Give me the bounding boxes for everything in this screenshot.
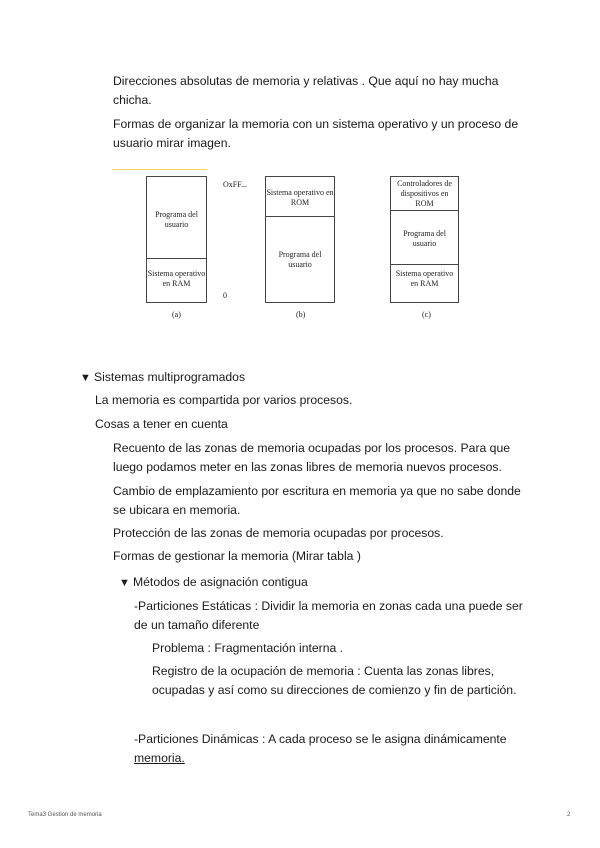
particiones-dinamicas-main: -Particiones Dinámicas : A cada proceso se le asigna dinámicamente — [134, 732, 507, 746]
layout-c-user-label: Programa del usuario — [403, 229, 446, 248]
layout-c-user-region — [391, 211, 458, 265]
particiones-estaticas-text: -Particiones Estáticas : Dividir la memoria en zonas cada una puede ser de un tamaño diferente — [134, 599, 523, 632]
subsection-toggle-asignacion[interactable] — [119, 573, 308, 593]
layout-c-drivers-region — [391, 177, 458, 211]
layout-b-box — [265, 176, 335, 303]
particiones-dinamicas-tail: memoria. — [134, 751, 185, 765]
layout-a-box — [146, 176, 207, 303]
particiones-dinamicas-text — [134, 730, 534, 768]
layout-a-user-label: Programa del usuario — [155, 210, 198, 229]
list-item: Formas de gestionar la memoria (Mirar tabla ) — [113, 549, 361, 563]
figure-highlight-line — [112, 169, 207, 170]
registro-text: Registro de la ocupación de memoria : Cuenta las zonas libres, ocupadas y así como su direcciones de comienzo y fin de partición. — [152, 664, 517, 697]
list-item: Cambio de emplazamiento por escritura en memoria ya que no sabe donde se ubicara en memoria. — [113, 484, 521, 517]
layout-a-top-address: OxFF... — [223, 180, 248, 189]
section-paragraph-2: Cosas a tener en cuenta — [95, 417, 228, 431]
section-title: Sistemas multiprogramados — [94, 370, 246, 384]
list-item: Recuento de las zonas de memoria ocupadas por los procesos. Para que luego podamos meter en las zonas libres de memoria nuevos procesos. — [113, 441, 511, 474]
layout-c-caption: (c) — [422, 310, 431, 319]
footer-title: Tema3 Gestion de memoria — [28, 812, 102, 818]
layout-b-caption: (b) — [296, 310, 306, 319]
layout-b-os-label: Sistema operativo en ROM — [266, 188, 334, 207]
footer-page-number: 2 — [567, 812, 571, 818]
layout-a-caption: (a) — [172, 310, 181, 319]
section-paragraph-1: La memoria es compartida por varios procesos. — [95, 393, 353, 407]
list-item: Protección de las zonas de memoria ocupadas por procesos. — [113, 526, 444, 540]
layout-c-drivers-label: Controladores de dispositivos en ROM — [397, 179, 452, 208]
layout-b-os-region — [266, 177, 334, 217]
layout-a-user-region — [147, 177, 206, 259]
problema-text: Problema : Fragmentación interna . — [152, 641, 344, 655]
toggle-triangle-icon[interactable]: ▼ — [119, 577, 130, 589]
layout-a-bottom-address: 0 — [223, 291, 227, 300]
layout-c-os-label: Sistema operativo en RAM — [395, 269, 454, 288]
toggle-triangle-icon[interactable]: ▼ — [80, 372, 91, 384]
section-toggle-multiprogramados[interactable] — [80, 368, 245, 388]
layout-b-user-label: Programa del usuario — [278, 250, 322, 269]
subsection-title: Métodos de asignación contigua — [133, 575, 308, 589]
intro-paragraph-1: Direcciones absolutas de memoria y relativas . Que aquí no hay mucha chicha. — [113, 74, 499, 107]
layout-a-os-label: Sistema operativo en RAM — [147, 269, 206, 288]
layout-c-box — [390, 176, 459, 303]
intro-paragraph-2: Formas de organizar la memoria con un sistema operativo y un proceso de usuario mirar imagen. — [113, 117, 519, 150]
